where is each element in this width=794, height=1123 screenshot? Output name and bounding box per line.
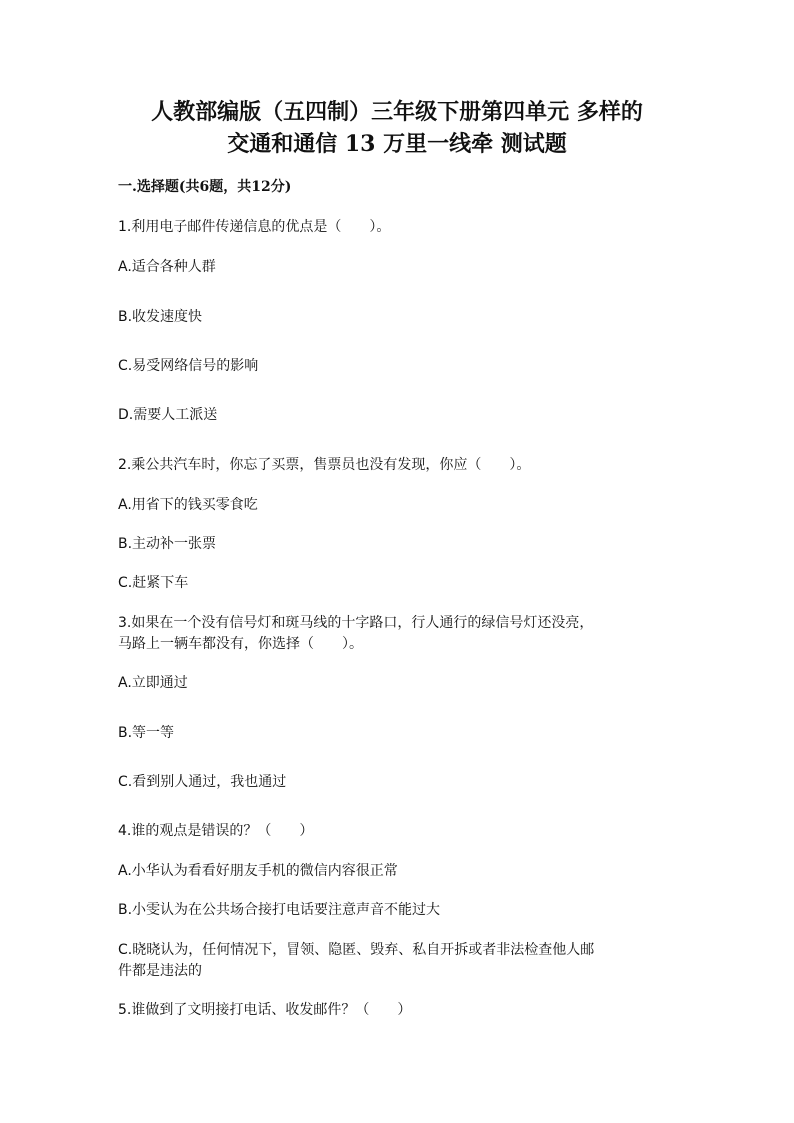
question-4-option-c-line-1: C.晓晓认为，任何情况下，冒领、隐匿、毁弃、私自开拆或者非法检查他人邮 bbox=[118, 942, 595, 958]
document-title-line-1: 人教部编版（五四制）三年级下册第四单元 多样的 bbox=[151, 99, 643, 125]
question-3-stem-line-1: 3.如果在一个没有信号灯和斑马线的十字路口，行人通行的绿信号灯还没亮， bbox=[118, 615, 594, 631]
question-1-option-d: D.需要人工派送 bbox=[118, 407, 218, 423]
section-heading: 一.选择题(共6题，共12分) bbox=[118, 179, 292, 195]
question-2-stem: 2.乘公共汽车时，你忘了买票，售票员也没有发现，你应（ ）。 bbox=[118, 457, 531, 473]
question-1-option-a: A.适合各种人群 bbox=[118, 259, 216, 275]
question-1-stem: 1.利用电子邮件传递信息的优点是（ ）。 bbox=[118, 219, 391, 235]
question-4-option-a: A.小华认为看看好朋友手机的微信内容很正常 bbox=[118, 863, 398, 879]
question-4-option-c-line-2: 件都是违法的 bbox=[118, 963, 202, 979]
question-1-option-b: B.收发速度快 bbox=[118, 309, 203, 325]
question-5-stem: 5.谁做到了文明接打电话、收发邮件？（ ） bbox=[118, 1002, 412, 1018]
question-3-option-a: A.立即通过 bbox=[118, 675, 188, 691]
question-4-stem: 4.谁的观点是错误的？（ ） bbox=[118, 823, 314, 839]
question-2-option-b: B.主动补一张票 bbox=[118, 536, 217, 552]
question-2-option-c: C.赶紧下车 bbox=[118, 575, 189, 591]
question-3-option-b: B.等一等 bbox=[118, 725, 175, 741]
document-title-line-2: 交通和通信 13 万里一线牵 测试题 bbox=[227, 131, 567, 157]
question-3-option-c: C.看到别人通过，我也通过 bbox=[118, 774, 287, 790]
question-3-stem-line-2: 马路上一辆车都没有，你选择（ ）。 bbox=[118, 636, 363, 652]
question-1-option-c: C.易受网络信号的影响 bbox=[118, 358, 259, 374]
question-2-option-a: A.用省下的钱买零食吃 bbox=[118, 497, 258, 513]
question-4-option-b: B.小雯认为在公共场合接打电话要注意声音不能过大 bbox=[118, 902, 441, 918]
